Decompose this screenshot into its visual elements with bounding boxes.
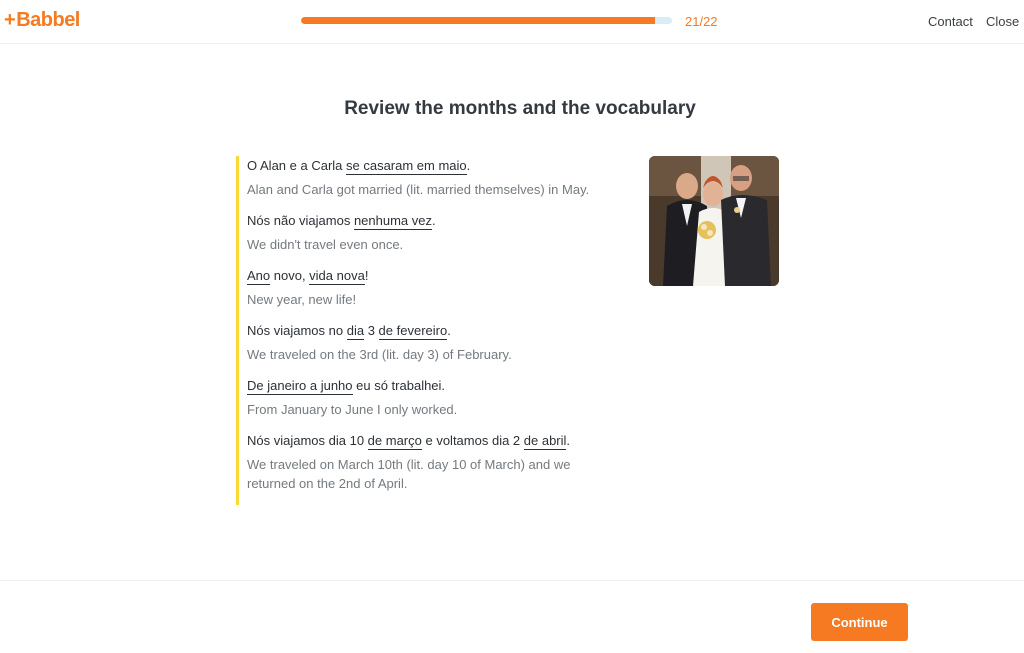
- sentence-text: novo,: [270, 268, 310, 283]
- review-pair: [247, 266, 616, 309]
- vocab-term: Ano: [247, 268, 271, 283]
- vocab-term: de fevereiro: [378, 323, 448, 338]
- logo-text: Babbel: [16, 9, 80, 31]
- sentence-text: Nós não viajamos: [247, 213, 354, 228]
- portuguese-sentence: [247, 376, 616, 395]
- progress-fill: [301, 17, 655, 24]
- sentence-text: !: [364, 268, 369, 283]
- english-translation: New year, new life!: [247, 292, 357, 307]
- vocab-term: de abril: [523, 433, 567, 448]
- continue-button[interactable]: Continue: [811, 603, 908, 641]
- review-pair: [247, 321, 616, 364]
- sentence-text: Nós viajamos no: [247, 323, 347, 338]
- page-title: Review the months and the vocabulary: [344, 98, 696, 119]
- vocab-term: nenhuma vez: [353, 213, 433, 228]
- contact-link[interactable]: Contact: [928, 14, 973, 29]
- progress-counter: 21/22: [685, 14, 718, 29]
- sentence-text: Nós viajamos dia 10: [247, 433, 368, 448]
- sentence-text: eu só trabalhei.: [352, 378, 446, 393]
- review-pair: [247, 431, 616, 493]
- portuguese-sentence: [247, 211, 616, 230]
- sentence-text: O Alan e a Carla: [247, 158, 346, 173]
- progress-bar: [301, 17, 672, 24]
- babbel-logo[interactable]: [4, 9, 80, 32]
- portuguese-sentence: [247, 431, 616, 450]
- vocab-term: se casaram em maio: [346, 158, 467, 173]
- close-link[interactable]: Close: [986, 14, 1020, 29]
- english-translation: From January to June I only worked.: [247, 402, 458, 417]
- photo-icon: [649, 156, 779, 286]
- sentence-text: .: [566, 433, 571, 448]
- review-pair: [247, 211, 616, 254]
- vocab-term: vida nova: [309, 268, 365, 283]
- portuguese-sentence: [247, 156, 616, 175]
- sentence-text: .: [432, 213, 436, 228]
- wedding-photo: [649, 156, 779, 286]
- english-translation: We didn't travel even once.: [247, 237, 404, 252]
- english-translation: Alan and Carla got married (lit. married themselves) in May.: [247, 182, 590, 197]
- sentence-text: .: [466, 158, 471, 173]
- english-translation: We traveled on March 10th (lit. day 10 of March) and we returned on the 2nd of April.: [247, 457, 571, 491]
- review-pair: [247, 156, 616, 199]
- vocab-term: de março: [367, 433, 422, 448]
- sentence-text: e voltamos dia 2: [421, 433, 524, 448]
- vocab-term: De janeiro a junho: [247, 378, 353, 393]
- review-pair: [247, 376, 616, 419]
- top-bar: [0, 0, 1024, 44]
- sentence-text: .: [447, 323, 451, 338]
- sentence-text: 3: [364, 323, 379, 338]
- plus-icon: +: [4, 9, 16, 31]
- review-list: [236, 156, 616, 505]
- english-translation: We traveled on the 3rd (lit. day 3) of February.: [247, 347, 512, 362]
- portuguese-sentence: [247, 266, 616, 285]
- vocab-term: dia: [346, 323, 365, 338]
- portuguese-sentence: [247, 321, 616, 340]
